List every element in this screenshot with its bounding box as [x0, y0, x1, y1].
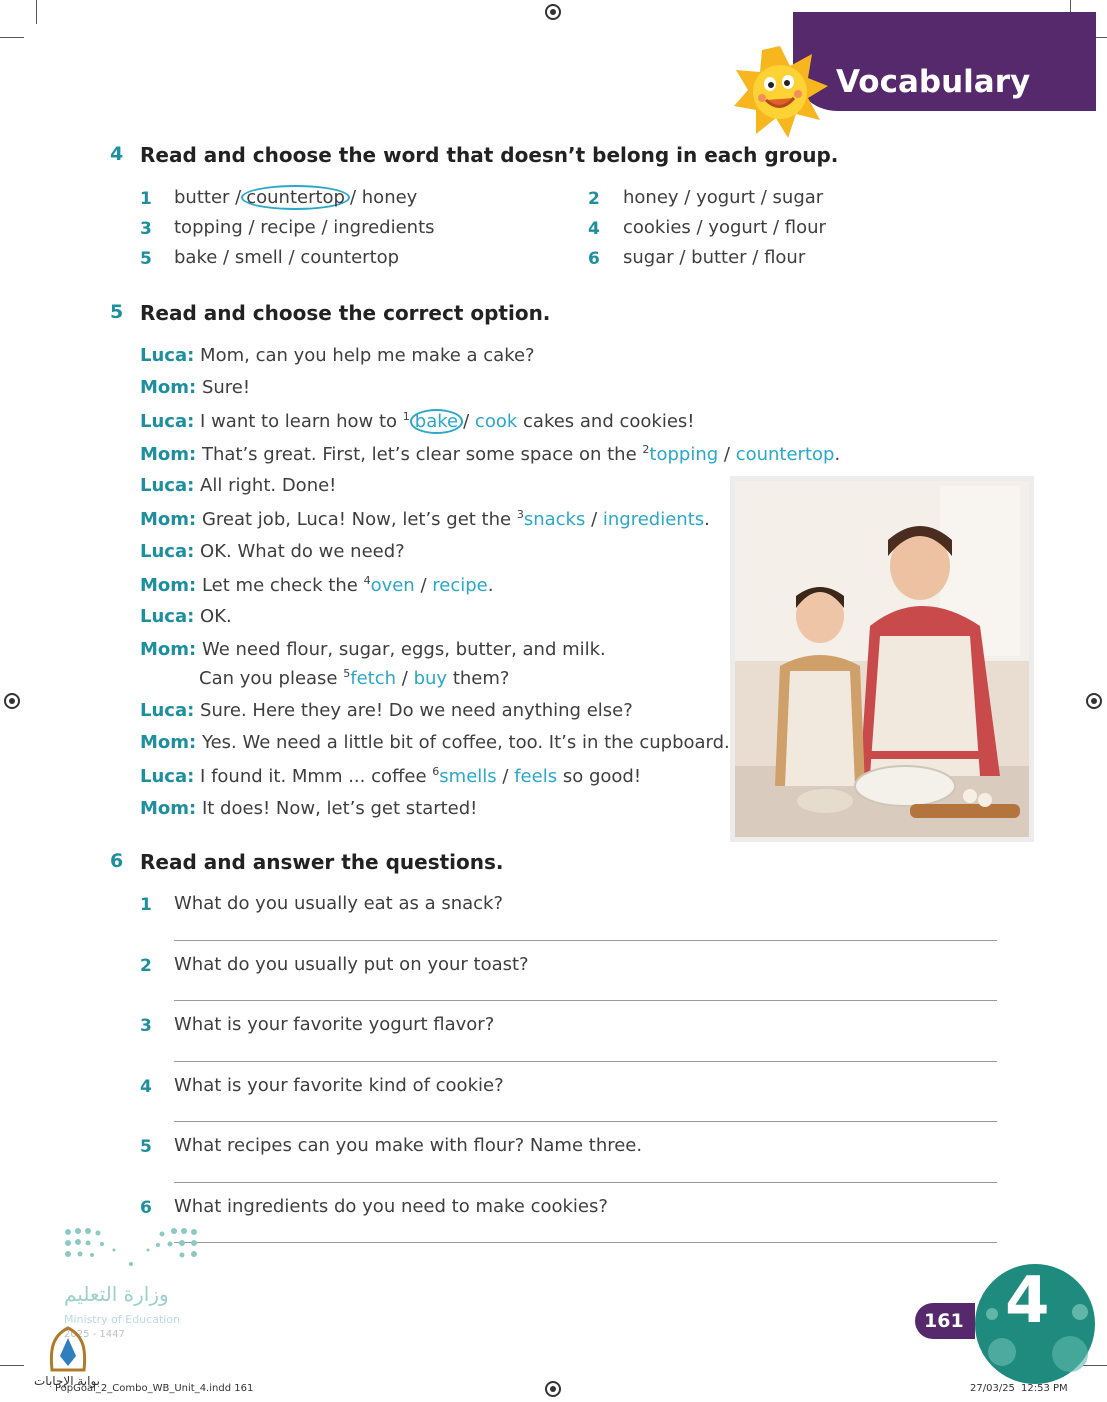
dialogue-line [199, 667, 509, 689]
ministry-dots-logo [62, 1226, 200, 1272]
speaker: Luca: [140, 411, 195, 432]
option-separator: / [463, 411, 470, 432]
section-5-number: 5 [110, 301, 124, 323]
list-item: topping / recipe / ingredients [174, 217, 435, 238]
dialogue-line [140, 732, 730, 753]
dialogue-line [140, 639, 606, 660]
item-number: 5 [140, 249, 152, 269]
dialogue-text: so good! [562, 766, 642, 787]
section-4-number: 4 [110, 143, 124, 165]
site-logo-icon [46, 1326, 90, 1376]
speaker: Luca: [140, 475, 195, 496]
question-text: What recipes can you make with flour? Name three. [174, 1135, 643, 1156]
section-6-number: 6 [110, 850, 124, 872]
option-separator: / [591, 509, 598, 530]
question-number: 3 [140, 1016, 152, 1036]
section-5-title: Read and choose the correct option. [140, 301, 551, 325]
question-text: What is your favorite kind of cookie? [174, 1075, 504, 1096]
dialogue-text: Mom, can you help me make a cake? [200, 345, 535, 366]
dialogue-line [140, 475, 336, 496]
option: fetch [350, 668, 397, 689]
site-watermark-text: بوابة الإجابات [34, 1374, 101, 1388]
speaker: Luca: [140, 541, 195, 562]
gap-number: 4 [363, 574, 371, 587]
dialogue-line [140, 765, 641, 787]
option: recipe [432, 575, 488, 596]
question-text: What ingredients do you need to make cookies? [174, 1196, 608, 1217]
registration-mark [1086, 693, 1102, 709]
dialogue-text: OK. What do we need? [200, 541, 405, 562]
circled-answer: bake [410, 409, 463, 434]
baking-photo [730, 476, 1034, 842]
question-text: What is your favorite yogurt flavor? [174, 1014, 495, 1035]
item-text-post: / honey [349, 187, 418, 208]
page-number: 161 [924, 1310, 964, 1332]
dialogue-text: Sure. Here they are! Do we need anything else? [200, 700, 633, 721]
dialogue-text: I found it. Mmm ... coffee [200, 766, 427, 787]
question-number: 5 [140, 1137, 152, 1157]
question-text: What do you usually put on your toast? [174, 954, 529, 975]
option: countertop [735, 444, 835, 465]
question-text: What do you usually eat as a snack? [174, 893, 504, 914]
dialogue-text: We need flour, sugar, eggs, butter, and milk. [201, 639, 606, 660]
item-number: 3 [140, 219, 152, 239]
list-item: cookies / yogurt / flour [623, 217, 826, 238]
footer-time: 12:53 PM [1021, 1383, 1068, 1394]
ministry-arabic: وزارة التعليم [64, 1282, 169, 1306]
speaker: Luca: [140, 766, 195, 787]
answer-line[interactable] [174, 1182, 997, 1183]
file-slug: PopGoal_2_Combo_WB_Unit_4.indd 161 [55, 1383, 254, 1394]
question-number: 6 [140, 1198, 152, 1218]
option: cook [474, 411, 518, 432]
option: topping [649, 444, 719, 465]
gap-number: 3 [516, 508, 524, 521]
item-number: 1 [140, 189, 152, 209]
speaker: Mom: [140, 377, 197, 398]
speaker: Mom: [140, 798, 197, 819]
option-separator: / [401, 668, 408, 689]
footer-date: 27/03/25 [970, 1383, 1015, 1394]
gap-number: 6 [432, 765, 440, 778]
speaker: Luca: [140, 345, 195, 366]
ministry-year: 2025 - 1447 [64, 1329, 125, 1340]
dialogue-text: Let me check the [201, 575, 358, 596]
section-6-title: Read and answer the questions. [140, 850, 504, 874]
banner-title: Vocabulary [836, 64, 1031, 100]
gap-number: 2 [642, 443, 650, 456]
gap-number: 1 [402, 410, 410, 423]
answer-line[interactable] [174, 1061, 997, 1062]
dialogue-text: OK. [200, 606, 232, 627]
dialogue-text: That’s great. First, let’s clear some space on the [201, 444, 637, 465]
dialogue-line [140, 606, 232, 627]
dialogue-line [140, 410, 695, 432]
registration-mark [4, 693, 20, 709]
dialogue-text: Yes. We need a little bit of coffee, too. It’s in the cupboard. [201, 732, 730, 753]
list-item [174, 187, 417, 208]
option-separator: / [502, 766, 509, 787]
speaker: Luca: [140, 700, 195, 721]
dialogue-line [140, 574, 493, 596]
answer-line[interactable] [174, 940, 997, 941]
item-text-pre: butter / [174, 187, 242, 208]
speaker: Mom: [140, 509, 197, 530]
dialogue-text: cakes and cookies! [523, 411, 695, 432]
crop-mark [0, 1365, 24, 1366]
list-item: honey / yogurt / sugar [623, 187, 824, 208]
dialogue-line [140, 377, 250, 398]
speaker: Luca: [140, 606, 195, 627]
dialogue-line [140, 508, 710, 530]
dialogue-text: . [487, 575, 494, 596]
circled-answer: countertop [241, 185, 350, 210]
speaker: Mom: [140, 732, 197, 753]
speaker: Mom: [140, 575, 197, 596]
list-item: bake / smell / countertop [174, 247, 400, 268]
option-separator: / [723, 444, 730, 465]
option: feels [514, 766, 558, 787]
dialogue-line [140, 700, 633, 721]
dialogue-text: them? [452, 668, 510, 689]
dialogue-text: I want to learn how to [200, 411, 398, 432]
dialogue-text: It does! Now, let’s get started! [201, 798, 478, 819]
dialogue-text: Can you please [199, 668, 338, 689]
answer-line[interactable] [174, 1121, 997, 1122]
ministry-english: Ministry of Education [64, 1313, 181, 1326]
crop-mark [36, 0, 37, 24]
answer-line[interactable] [174, 1242, 997, 1243]
option: oven [370, 575, 415, 596]
speaker: Mom: [140, 639, 197, 660]
crop-mark [0, 37, 24, 38]
option: ingredients [602, 509, 705, 530]
question-number: 2 [140, 956, 152, 976]
dialogue-text: All right. Done! [200, 475, 337, 496]
gap-number: 5 [343, 667, 351, 680]
sun-mascot-icon [730, 44, 830, 140]
dialogue-text: Great job, Luca! Now, let’s get the [201, 509, 512, 530]
item-number: 6 [588, 249, 600, 269]
item-number: 2 [588, 189, 600, 209]
item-number: 4 [588, 219, 600, 239]
list-item: sugar / butter / flour [623, 247, 806, 268]
unit-number: 4 [1005, 1264, 1050, 1338]
dialogue-text: . [834, 444, 841, 465]
option: buy [413, 668, 448, 689]
dialogue-line [140, 798, 477, 819]
dialogue-line [140, 541, 405, 562]
registration-mark [545, 4, 561, 20]
option: snacks [523, 509, 586, 530]
speaker: Mom: [140, 444, 197, 465]
dialogue-text: . [704, 509, 710, 530]
question-number: 4 [140, 1077, 152, 1097]
registration-mark [545, 1381, 561, 1397]
answer-line[interactable] [174, 1000, 997, 1001]
question-number: 1 [140, 895, 152, 915]
section-4-title: Read and choose the word that doesn’t belong in each group. [140, 143, 839, 167]
option-separator: / [420, 575, 427, 596]
dialogue-line [140, 443, 840, 465]
dialogue-text: Sure! [201, 377, 251, 398]
dialogue-line [140, 345, 535, 366]
option: smells [439, 766, 497, 787]
